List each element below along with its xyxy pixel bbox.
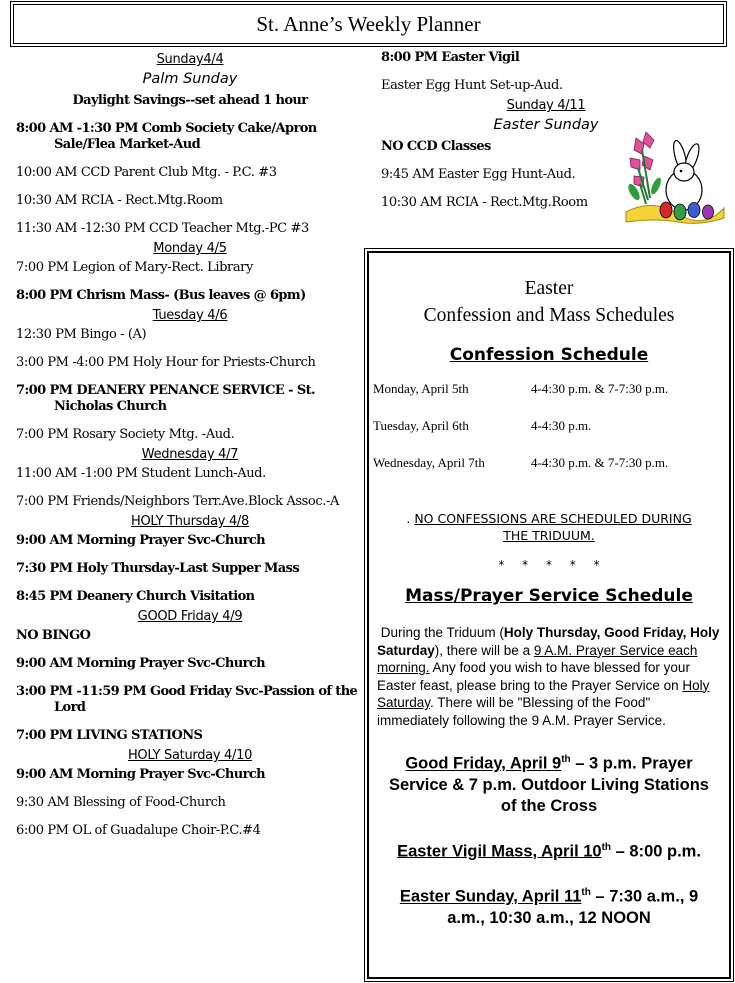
event-item: 8:45 PM Deanery Church Visitation bbox=[16, 589, 255, 604]
schedule-title-line2: Confession and Mass Schedules bbox=[423, 305, 675, 326]
table-row bbox=[373, 381, 668, 418]
event-item: 8:00 PM Chrism Mass- (Bus leaves @ 6pm) bbox=[16, 288, 306, 303]
event-item: 3:00 PM -4:00 PM Holy Hour for Priests-Church bbox=[16, 355, 316, 370]
table-row bbox=[373, 455, 668, 492]
ordinal-suffix: th bbox=[581, 887, 591, 898]
subtitle-palm-sunday: Palm Sunday bbox=[142, 71, 238, 87]
easter-sunday-schedule bbox=[379, 882, 719, 929]
event-item: 9:45 AM Easter Egg Hunt-Aud. bbox=[381, 167, 576, 182]
event-item: 12:30 PM Bingo - (A) bbox=[16, 327, 147, 342]
para-text: . There will be "Blessing of the Food" immediately following the 9 A.M. Prayer Service. bbox=[377, 695, 666, 728]
event-item: 7:00 PM Legion of Mary-Rect. Library bbox=[16, 260, 253, 275]
event-item: NO BINGO bbox=[16, 628, 91, 643]
triduum-notice bbox=[399, 510, 699, 544]
day-heading-friday: GOOD Friday 4/9 bbox=[137, 609, 243, 624]
event-item: 7:00 PM Rosary Society Mtg. -Aud. bbox=[16, 427, 235, 442]
daylight-savings-note: Daylight Savings--set ahead 1 hour bbox=[72, 93, 308, 108]
para-bold-days: Holy Thursday, Good Friday, Holy Saturday bbox=[377, 625, 720, 658]
good-friday-date: Good Friday, April 9 bbox=[405, 754, 562, 773]
table-row bbox=[373, 418, 668, 455]
page-title: St. Anne’s Weekly Planner bbox=[13, 4, 724, 44]
easter-date: Easter Sunday, April 11 bbox=[399, 887, 582, 906]
confession-time: 4-4:30 p.m. & 7-7:30 p.m. bbox=[531, 381, 669, 396]
event-item: 8:00 AM -1:30 PM Comb Society Cake/Apron Sale/Flea Market-Aud bbox=[16, 121, 317, 152]
confession-day: Wednesday, April 7th bbox=[373, 455, 485, 470]
triduum-paragraph bbox=[377, 624, 721, 729]
day-heading-saturday: HOLY Saturday 4/10 bbox=[127, 748, 253, 763]
event-item: 3:00 PM -11:59 PM Good Friday Svc-Passion of the Lord bbox=[16, 684, 358, 715]
event-item: 6:00 PM OL of Guadalupe Choir-P.C.#4 bbox=[16, 823, 261, 838]
para-text: During the Triduum ( bbox=[380, 625, 504, 640]
event-item: 10:00 AM CCD Parent Club Mtg. - P.C. #3 bbox=[16, 165, 277, 180]
day-heading-wednesday: Wednesday 4/7 bbox=[141, 447, 239, 462]
event-item: 10:30 AM RCIA - Rect.Mtg.Room bbox=[16, 193, 223, 208]
confession-time: 4-4:30 p.m. bbox=[531, 418, 592, 433]
event-item: 9:00 AM Morning Prayer Svc-Church bbox=[16, 656, 265, 671]
event-item: 10:30 AM RCIA - Rect.Mtg.Room bbox=[381, 195, 588, 210]
day-heading-thursday: HOLY Thursday 4/8 bbox=[130, 514, 249, 529]
confession-table bbox=[373, 381, 668, 492]
ordinal-suffix: th bbox=[601, 841, 612, 853]
easter-lilies-bunny-eggs-icon bbox=[622, 128, 726, 232]
easter-times: – 7:30 a.m., 9 a.m., 10:30 a.m., 12 NOON bbox=[447, 887, 699, 927]
event-item: 7:00 PM LIVING STATIONS bbox=[16, 728, 203, 743]
good-friday-times: – 3 p.m. Prayer Service & 7 p.m. Outdoor Living Stations of the Cross bbox=[389, 754, 709, 815]
star-divider: * * * * * bbox=[498, 558, 600, 572]
event-item: NO CCD Classes bbox=[381, 139, 491, 154]
event-item: 7:00 PM Friends/Neighbors Terr.Ave.Block Assoc.-A bbox=[16, 494, 339, 509]
day-heading-sunday: Sunday4/4 bbox=[156, 52, 224, 67]
vigil-time: – 8:00 p.m. bbox=[611, 842, 701, 860]
notice-prefix: . bbox=[406, 511, 411, 526]
para-underline-prayer: 9 A.M. Prayer Service each morning. bbox=[377, 642, 698, 675]
para-underline-saturday: Holy Saturday bbox=[377, 677, 710, 710]
confession-heading: Confession Schedule bbox=[449, 345, 649, 365]
event-item: 8:00 PM Easter Vigil bbox=[381, 50, 520, 65]
confession-day: Tuesday, April 6th bbox=[373, 418, 469, 433]
confession-day: Monday, April 5th bbox=[373, 381, 469, 396]
schedule-box bbox=[367, 251, 731, 979]
day-heading-monday: Monday 4/5 bbox=[153, 241, 227, 256]
mass-heading: Mass/Prayer Service Schedule bbox=[405, 586, 693, 606]
ordinal-suffix: th bbox=[561, 754, 571, 765]
notice-text: NO CONFESSIONS ARE SCHEDULED DURING THE TRIDUUM. bbox=[414, 511, 692, 543]
event-item: 9:00 AM Morning Prayer Svc-Church bbox=[16, 533, 265, 548]
vigil-date: Easter Vigil Mass, April 10 bbox=[397, 842, 602, 860]
event-item: 7:00 PM DEANERY PENANCE SERVICE - St. Nicholas Church bbox=[16, 383, 315, 414]
event-item: 11:30 AM -12:30 PM CCD Teacher Mtg.-PC #3 bbox=[16, 221, 309, 236]
confession-time: 4-4:30 p.m. & 7-7:30 p.m. bbox=[531, 455, 669, 470]
subtitle-easter-sunday: Easter Sunday bbox=[493, 117, 599, 133]
good-friday-schedule bbox=[379, 749, 719, 817]
easter-vigil-schedule bbox=[379, 837, 719, 863]
day-heading-easter-sunday: Sunday 4/11 bbox=[506, 98, 586, 113]
event-item: 7:30 PM Holy Thursday-Last Supper Mass bbox=[16, 561, 300, 576]
para-text: ), there will be a bbox=[434, 642, 534, 658]
schedule-title-line1: Easter bbox=[524, 278, 574, 299]
schedule-title bbox=[369, 275, 729, 329]
para-text: Any food you wish to have blessed for your Easter feast, please bring to the Prayer Service on bbox=[377, 660, 690, 693]
event-item: Easter Egg Hunt Set-up-Aud. bbox=[381, 78, 563, 93]
event-item: 9:00 AM Morning Prayer Svc-Church bbox=[16, 767, 265, 782]
event-item: 11:00 AM -1:00 PM Student Lunch-Aud. bbox=[16, 466, 266, 481]
event-item: 9:30 AM Blessing of Food-Church bbox=[16, 795, 226, 810]
left-column bbox=[16, 50, 364, 851]
day-heading-tuesday: Tuesday 4/6 bbox=[152, 308, 228, 323]
